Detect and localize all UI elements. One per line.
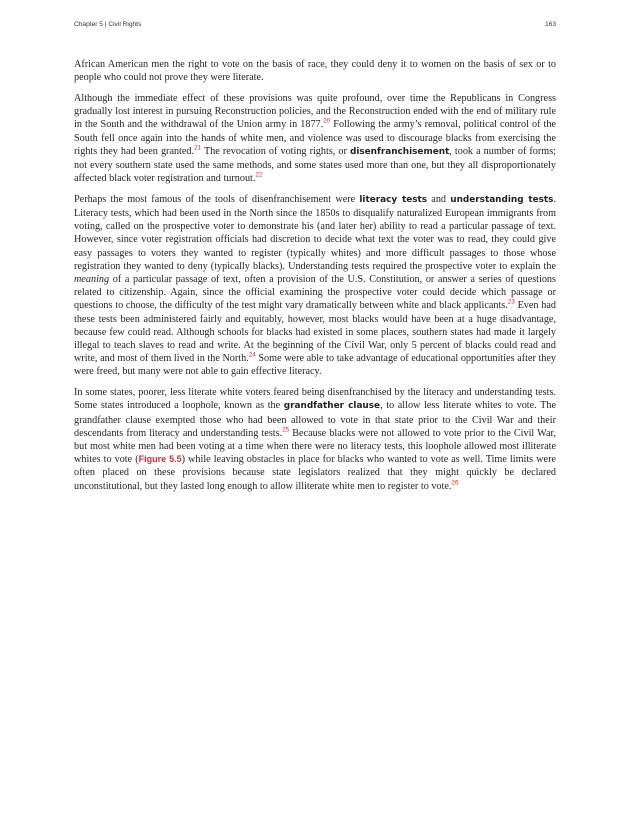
paragraph-3 xyxy=(74,193,556,379)
paragraph-text: In some states, poorer, less literate white voters feared being disenfranchised by the literacy and understanding tests. Some states introduced a loophole, known as the xyxy=(74,387,556,412)
paragraph-4 xyxy=(74,386,556,493)
body-text xyxy=(74,58,556,500)
paragraph-text: , took a number of forms; not every southern state used the same methods, and some states used more than one, but they all disproportionately affected black voter registration and turnout. xyxy=(74,145,557,185)
footnote-ref-25[interactable]: 25 xyxy=(282,426,290,434)
paragraph-text: Even had these tests been administered fairly and equitably, however, most blacks would have been at a huge disadvantage, because few could read. Although schools for blacks had existed in some places, southern states had made it largely illegal to teach slaves to read and write. At the beginning of the Civil War, only 5 percent of blacks could read and write, and most of them lived in the North. xyxy=(74,300,556,365)
paragraph-text: . Literacy tests, which had been used in the North since the 1850s to disqualify naturalized European immigrants from voting, called on the prospective voter to demonstrate his (and later her) ability to read a particular passage of text. However, since voter registration officials had discretion to decide what text the voter was to read, they could give easy passages to voters they wanted to register (typically whites) and more difficult passages to those whose registration they wanted to deny (typically blacks). Understanding tests required the prospective voter to explain the xyxy=(74,193,556,272)
chapter-title: Chapter 5 | Civil Rights xyxy=(74,21,142,28)
paragraph-text: African American men the right to vote on the basis of race, they could deny it to women on the basis of sex or to people who could not prove they were literate. xyxy=(74,59,556,84)
paragraph-text: Some were able to take advantage of educational opportunities after they were freed, but many were not able to gain effective literacy. xyxy=(74,353,556,378)
key-term-understanding-tests: understanding tests xyxy=(450,194,554,205)
footnote-ref-24[interactable]: 24 xyxy=(248,351,256,359)
key-term-literacy-tests: literacy tests xyxy=(359,194,428,205)
paragraph-text: Following the army’s removal, political control of the South fell once again into the hands of white men, and violence was used to discourage blacks from exercising the rights they had been granted. xyxy=(74,119,556,157)
paragraph-text: ) while leaving obstacles in place for blacks who wanted to vote as well. Time limits were often placed on these provisions because state legislators realized that they might quickly be declared unconstitutional, but they lasted long enough to allow illiterate white men to register to vote. xyxy=(74,454,556,492)
footnote-ref-21[interactable]: 21 xyxy=(194,144,202,152)
footnote-ref-23[interactable]: 23 xyxy=(507,299,515,307)
footnote-ref-22[interactable]: 22 xyxy=(255,171,263,179)
paragraph-text: Although the immediate effect of these provisions was quite profound, over time the Republicans in Congress gradually lost interest in pursuing Reconstruction policies, and the Reconstruction ended with the end of military rule in the South and the withdrawal of the Union army in 1877. xyxy=(74,92,556,131)
key-term-disenfranchisement: disenfranchisement xyxy=(349,146,450,157)
paragraph-1 xyxy=(74,58,556,84)
footnote-ref-26[interactable]: 26 xyxy=(451,479,459,487)
paragraph-2 xyxy=(74,92,556,185)
footnote-ref-20[interactable]: 20 xyxy=(323,117,331,125)
paragraph-text: Because blacks were not allowed to vote prior to the Civil War, but most white men had been voting at a time when there were no literacy tests, this loophole allowed most illiterate whites to vote ( xyxy=(74,427,557,466)
figure-link[interactable]: Figure 5.5 xyxy=(138,454,182,465)
paragraph-text: , to allow less literate whites to vote. The grandfather clause exempted those who had been allowed to vote in that state prior to the Civil War and their descendants from literacy and understanding tests. xyxy=(74,400,556,439)
paragraph-text: and xyxy=(427,193,451,205)
paragraph-text: The revocation of voting rights, or xyxy=(201,145,350,157)
paragraph-text: Perhaps the most famous of the tools of disenfranchisement were xyxy=(74,193,360,205)
key-term-grandfather-clause: grandfather clause xyxy=(283,401,381,412)
page-number: 163 xyxy=(544,21,556,28)
paragraph-text: of a particular passage of text, often a provision of the U.S. Constitution, or answer a series of questions related to citizenship. Again, since the official examining the prospective voter could decide which passage or questions to choose, the difficulty of the test might vary dramatically between white and black applicants. xyxy=(74,274,556,312)
emphasis-meaning: meaning xyxy=(74,274,110,286)
running-header xyxy=(74,21,556,33)
